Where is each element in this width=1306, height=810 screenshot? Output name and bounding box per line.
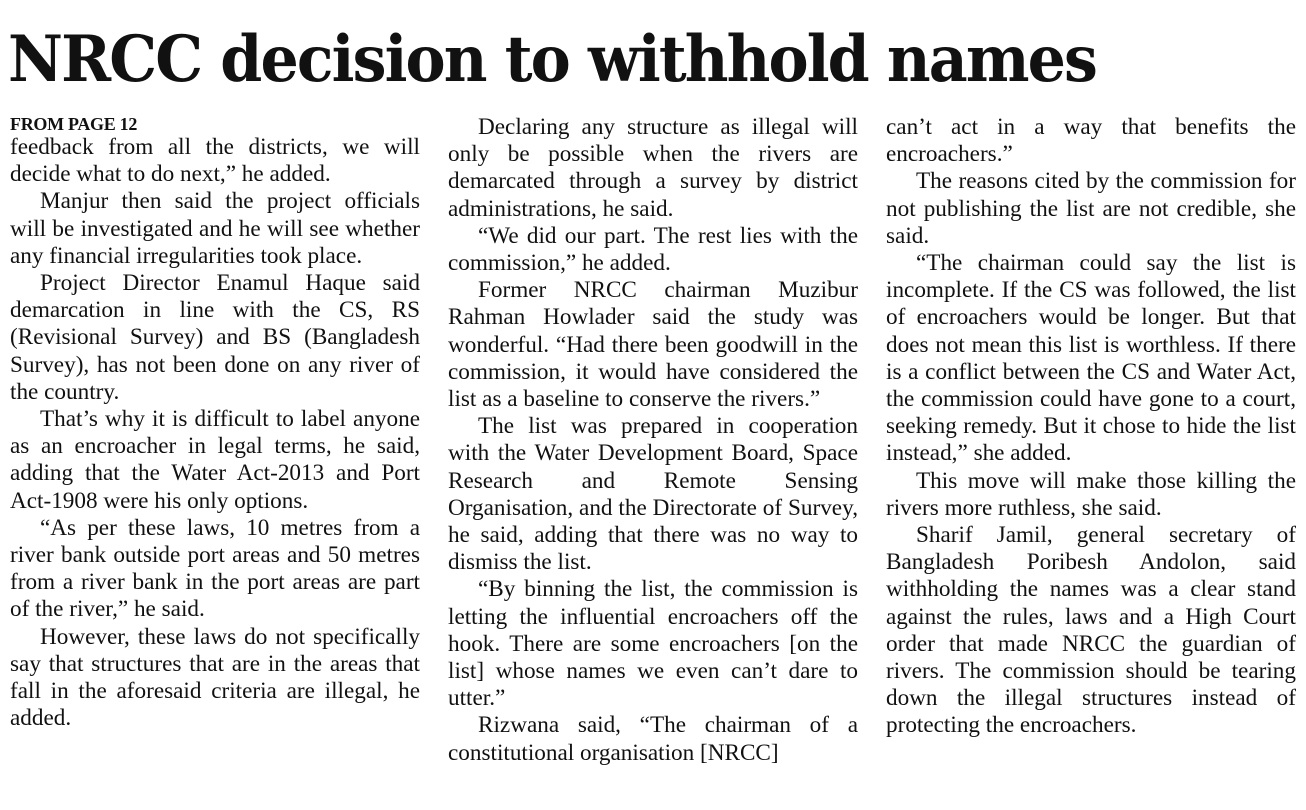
paragraph: The reasons cited by the commission for not publishing the list are not credible, she said.	[886, 168, 1296, 249]
article-column-3	[886, 114, 1296, 740]
paragraph: Sharif Jamil, general secretary of Bangladesh Poribesh Andolon, said withholding the names was a clear stand against the rules, laws and a High Court order that made NRCC the guardian of rivers. The commission should be tearing down the illegal structures instead of protecting the encroachers.	[886, 522, 1296, 739]
paragraph: “The chairman could say the list is incomplete. If the CS was followed, the list of encroachers would be longer. But that does not mean this list is worthless. If there is a conflict between the CS and Water Act, the commission could have gone to a court, seeking remedy. But it chose to hide the list instead,” she added.	[886, 250, 1296, 467]
paragraph: However, these laws do not specifically say that structures that are in the areas that fall in the aforesaid criteria are illegal, he added.	[10, 623, 420, 732]
article-column-2	[448, 114, 858, 767]
paragraph: Rizwana said, “The chairman of a constitutional organisation [NRCC]	[448, 712, 858, 766]
paragraph: “As per these laws, 10 metres from a river bank outside port areas and 50 metres from a river bank in the port areas are part of the river,” he said.	[10, 514, 420, 623]
paragraph: Former NRCC chairman Muzibur Rahman Howlader said the study was wonderful. “Had there been goodwill in the commission, it would have considered the list as a baseline to conserve the rivers.”	[448, 277, 858, 413]
paragraph: can’t act in a way that benefits the encroachers.”	[886, 114, 1296, 168]
headline: NRCC decision to withhold names	[8, 22, 1097, 97]
paragraph: “By binning the list, the commission is letting the influential encroachers off the hook. There are some encroachers [on the list] whose names we even can’t dare to utter.”	[448, 576, 858, 712]
paragraph: feedback from all the districts, we will decide what to do next,” he added.	[10, 134, 420, 188]
paragraph: Manjur then said the project officials will be investigated and he will see whether any financial irregularities took place.	[10, 188, 420, 269]
paragraph: That’s why it is difficult to label anyone as an encroacher in legal terms, he said, adding that the Water Act-2013 and Port Act-1908 were his only options.	[10, 406, 420, 514]
paragraph: This move will make those killing the rivers more ruthless, she said.	[886, 467, 1296, 521]
paragraph: Project Director Enamul Haque said demarcation in line with the CS, RS (Revisional Survey) and BS (Bangladesh Survey), has not been done on any river of the country.	[10, 270, 420, 405]
continuation-kicker: FROM PAGE 12	[10, 114, 138, 134]
paragraph: Declaring any structure as illegal will only be possible when the rivers are demarcated through a survey by district administrations, he said.	[448, 114, 858, 222]
paragraph: “We did our part. The rest lies with the commission,” he added.	[448, 222, 858, 277]
paragraph: The list was prepared in cooperation with the Water Development Board, Space Research and Remote Sensing Organisation, and the Directorate of Survey, he said, adding that there was no way to dismiss the list.	[448, 413, 858, 576]
article-column-1	[10, 114, 420, 732]
